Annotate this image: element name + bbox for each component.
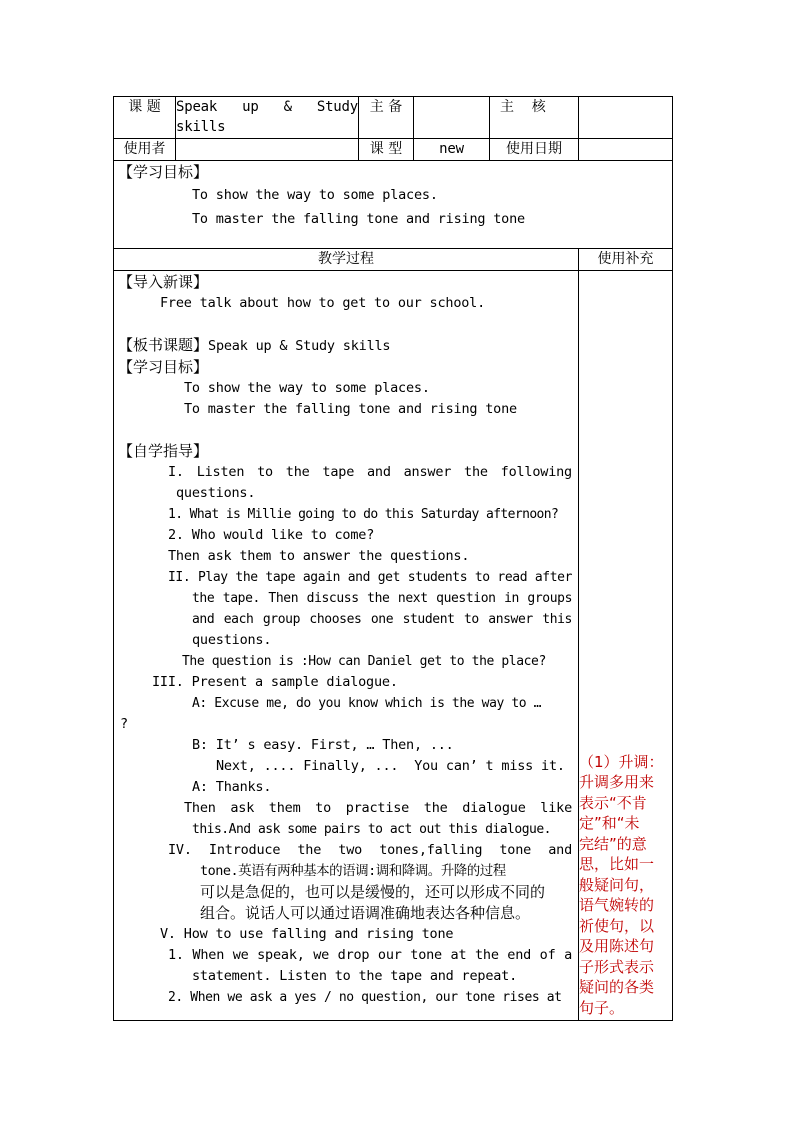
side-note-line-4: 定”和“未 [579,814,640,832]
step5-item-1b: statement. Listen to the tape and repeat. [192,968,518,984]
goal-item-1: To show the way to some places. [184,380,430,396]
review-value [579,97,673,139]
intro-text: Free talk about how to get to our school. [160,295,486,311]
side-note-line-3: 表示“不肯 [579,793,647,812]
type-label: 课 型 [359,139,414,161]
step4-line-b: tone.英语有两种基本的语调:调和降调。升降的过程 [200,863,506,879]
board-text: Speak up & Study skills [208,338,391,354]
step1-question-2: 2. Who would like to come? [168,527,375,543]
step4-line-c: 可以是急促的，也可以是缓慢的，还可以形成不同的 [200,883,546,901]
step5-heading: V. How to use falling and rising tone [160,926,454,942]
lesson-plan-table [113,96,673,1021]
side-note-line-11: 子形式表示 [579,957,655,976]
practise-line-2: this.And ask some pairs to act out this dialogue. [192,822,552,837]
side-note-line-10: 及用陈述句 [579,937,655,955]
side-note-line-12: 疑问的各类 [579,978,655,996]
topic-value [176,97,359,139]
step1-then: Then ask them to answer the questions. [168,548,470,564]
user-value [176,139,359,161]
process-header-right: 使用补充 [579,249,673,271]
step2-question: The question is :How can Daniel get to the place? [182,654,546,669]
step4-line-a: IV. Introduce the two tones,falling tone and [168,842,572,858]
user-label: 使用者 [114,139,176,161]
dialogue-line-1: A: Excuse me, do you know which is the way to … [192,696,542,711]
practise-line-1: Then ask them to practise the dialogue like [184,800,572,816]
process-body [114,271,579,1021]
spacer [118,420,572,440]
review-label: 主 核 [490,97,579,139]
step2-line-c: and each group chooses one student to answer this [192,612,572,627]
side-note-line-8: 语气婉转的 [579,896,655,914]
topic-value-text: Speak up & Study skills [176,99,358,135]
topic-label: 课 题 [114,97,176,139]
dialogue-line-2: B: It’ s easy. First, … Then, ... [192,737,454,753]
step2-line-d: questions. [192,632,272,648]
step3-heading: III. Present a sample dialogue. [152,674,398,690]
step5-item-1a: 1. When we speak, we drop our tone at the end of a [168,947,572,963]
step1-line-a: I. Listen to the tape and answer the following [168,464,572,480]
objectives-box [114,161,673,249]
side-note-line-6: 思，比如一 [579,855,655,873]
side-note-cell [579,271,673,1021]
lead-value [414,97,490,139]
objectives-heading: 【学习目标】 [118,163,209,181]
intro-heading: 【导入新课】 [118,273,209,291]
side-note-line-5: 完结”的意 [579,834,647,853]
dialogue-line-1-end: ? [120,716,128,732]
board-line [118,334,572,356]
date-value [579,139,673,161]
side-note [579,752,672,1021]
dialogue-line-4: A: Thanks. [192,779,272,795]
step1-line-b: questions. [176,485,256,501]
board-heading: 【板书课题】 [118,336,209,354]
objective-item-2: To master the falling tone and rising tone [192,211,525,227]
type-value: new [414,139,490,161]
date-label: 使用日期 [490,139,579,161]
side-note-line-7: 般疑问句， [579,875,655,894]
dialogue-line-3: Next, .... Finally, ... You can’ t miss it. [216,758,565,774]
step2-line-a: II. Play the tape again and get students to read after [168,570,572,585]
side-note-line-1: （1）升调： [579,752,664,771]
process-header-row [114,249,673,271]
step4-line-d: 组合。说话人可以通过语调准确地表达各种信息。 [200,904,531,922]
process-header-left: 教学过程 [114,249,579,271]
lead-label: 主 备 [359,97,414,139]
goals-heading: 【学习目标】 [118,358,209,376]
step1-question-1: 1. What is Millie going to do this Saturday afternoon? [168,507,559,522]
step5-item-2: 2. When we ask a yes / no question, our tone rises at [168,990,562,1005]
step2-line-b: the tape. Then discuss the next question in groups [192,591,572,606]
objectives-row [114,161,673,249]
lesson-plan-page [113,96,672,1022]
side-note-line-13: 句子。 [579,998,625,1017]
side-note-line-9: 祈使句，以 [579,916,655,935]
spacer [118,314,572,334]
header-row-1 [114,97,673,139]
header-row-2 [114,139,673,161]
goal-item-2: To master the falling tone and rising tone [184,401,517,417]
objective-item-1: To show the way to some places. [192,187,438,203]
process-body-row [114,271,673,1021]
guide-heading: 【自学指导】 [118,442,209,460]
side-note-line-2: 升调多用来 [579,773,655,791]
